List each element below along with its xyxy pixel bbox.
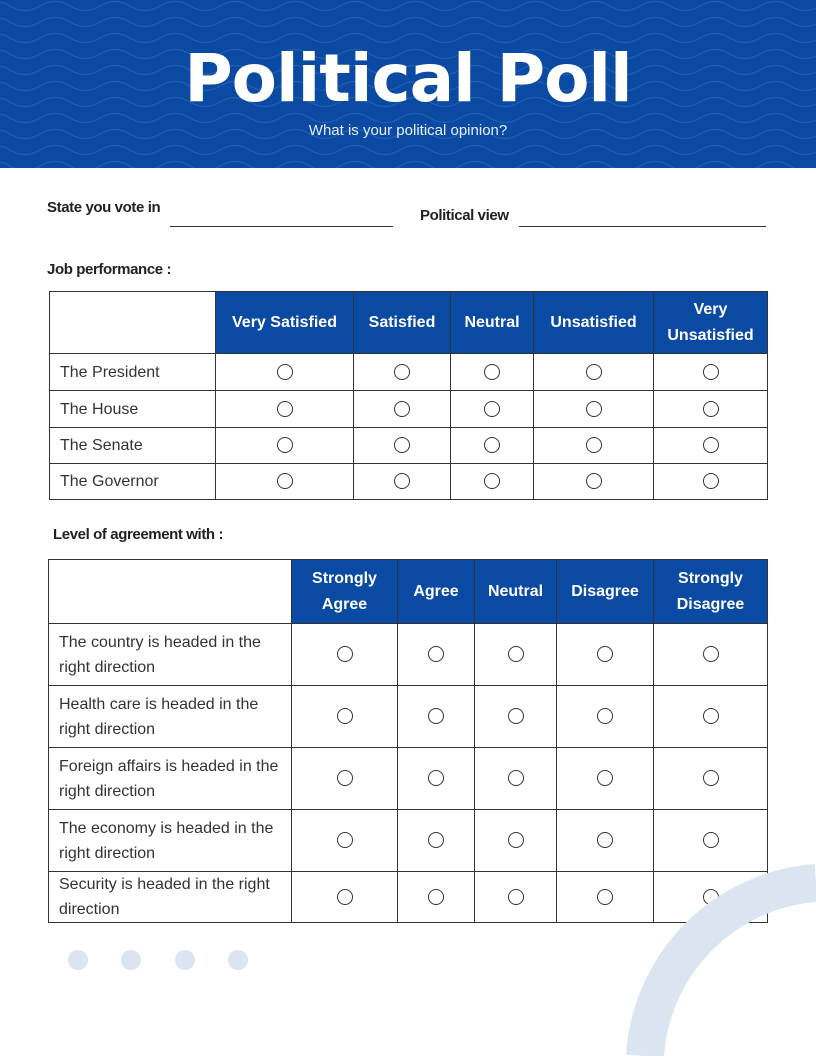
political-view-field[interactable] — [519, 226, 766, 227]
table-row — [49, 748, 768, 810]
row-label: The economy is headed in the right direction — [49, 810, 292, 872]
radio-cell — [475, 624, 557, 686]
radio-option[interactable] — [337, 708, 353, 724]
radio-cell — [654, 872, 768, 923]
radio-cell — [398, 624, 475, 686]
job-performance-table — [49, 291, 768, 500]
radio-option[interactable] — [337, 832, 353, 848]
radio-option[interactable] — [508, 770, 524, 786]
radio-option[interactable] — [337, 646, 353, 662]
radio-option[interactable] — [394, 364, 410, 380]
radio-cell — [654, 428, 768, 464]
page-title: Political Poll — [184, 40, 632, 117]
agreement-table — [48, 559, 768, 923]
table-row — [50, 464, 768, 500]
column-header: Very Unsatisfied — [654, 292, 768, 354]
radio-cell — [557, 624, 654, 686]
radio-option[interactable] — [484, 473, 500, 489]
radio-option[interactable] — [484, 401, 500, 417]
radio-cell — [654, 391, 768, 428]
job-performance-heading: Job performance : — [47, 261, 172, 278]
table-row — [49, 686, 768, 748]
radio-option[interactable] — [508, 646, 524, 662]
column-header: Agree — [398, 560, 475, 624]
radio-option[interactable] — [597, 770, 613, 786]
radio-option[interactable] — [597, 708, 613, 724]
table-corner — [50, 292, 216, 354]
radio-cell — [654, 464, 768, 500]
radio-cell — [216, 464, 354, 500]
column-header: Unsatisfied — [534, 292, 654, 354]
radio-cell — [398, 872, 475, 923]
radio-option[interactable] — [484, 437, 500, 453]
radio-cell — [451, 464, 534, 500]
radio-cell — [398, 686, 475, 748]
radio-option[interactable] — [394, 401, 410, 417]
radio-option[interactable] — [337, 770, 353, 786]
radio-cell — [557, 810, 654, 872]
table-row — [49, 872, 768, 923]
radio-option[interactable] — [703, 364, 719, 380]
radio-cell — [354, 464, 451, 500]
table-row — [50, 428, 768, 464]
decorative-dot — [121, 950, 141, 970]
column-header: Neutral — [451, 292, 534, 354]
radio-option[interactable] — [703, 437, 719, 453]
row-label: The country is headed in the right direction — [49, 624, 292, 686]
radio-option[interactable] — [428, 708, 444, 724]
radio-option[interactable] — [508, 889, 524, 905]
row-label: Health care is headed in the right direction — [49, 686, 292, 748]
radio-option[interactable] — [703, 889, 719, 905]
radio-option[interactable] — [508, 708, 524, 724]
radio-cell — [451, 354, 534, 391]
decorative-dot — [228, 950, 248, 970]
radio-cell — [654, 748, 768, 810]
radio-cell — [557, 748, 654, 810]
decorative-dot — [68, 950, 88, 970]
table-corner — [49, 560, 292, 624]
radio-cell — [654, 354, 768, 391]
column-header: Very Satisfied — [216, 292, 354, 354]
state-label: State you vote in — [47, 199, 161, 216]
radio-option[interactable] — [428, 832, 444, 848]
radio-cell — [451, 428, 534, 464]
row-label: The House — [50, 391, 216, 428]
radio-cell — [534, 391, 654, 428]
state-field[interactable] — [170, 226, 393, 227]
radio-option[interactable] — [484, 364, 500, 380]
radio-option[interactable] — [394, 473, 410, 489]
radio-option[interactable] — [277, 364, 293, 380]
radio-cell — [475, 872, 557, 923]
radio-cell — [354, 428, 451, 464]
row-label: Security is headed in the right direction — [49, 872, 292, 923]
table-row — [50, 391, 768, 428]
radio-option[interactable] — [428, 646, 444, 662]
radio-cell — [216, 428, 354, 464]
radio-cell — [451, 391, 534, 428]
radio-option[interactable] — [597, 832, 613, 848]
radio-option[interactable] — [394, 437, 410, 453]
column-header: Strongly Disagree — [654, 560, 768, 624]
row-label: The Governor — [50, 464, 216, 500]
page-subtitle: What is your political opinion? — [308, 122, 508, 139]
radio-option[interactable] — [703, 646, 719, 662]
radio-option[interactable] — [508, 832, 524, 848]
radio-option[interactable] — [703, 473, 719, 489]
radio-cell — [557, 872, 654, 923]
radio-cell — [292, 686, 398, 748]
radio-cell — [475, 748, 557, 810]
radio-option[interactable] — [586, 473, 602, 489]
radio-cell — [475, 686, 557, 748]
column-header: Strongly Agree — [292, 560, 398, 624]
table-row — [49, 810, 768, 872]
row-label: Foreign affairs is headed in the right direction — [49, 748, 292, 810]
radio-cell — [354, 391, 451, 428]
radio-cell — [216, 391, 354, 428]
radio-option[interactable] — [703, 708, 719, 724]
radio-option[interactable] — [277, 401, 293, 417]
radio-cell — [557, 686, 654, 748]
radio-option[interactable] — [428, 770, 444, 786]
radio-cell — [654, 624, 768, 686]
header-banner — [0, 0, 816, 168]
radio-option[interactable] — [586, 364, 602, 380]
radio-cell — [398, 748, 475, 810]
decorative-dot — [175, 950, 195, 970]
agreement-heading: Level of agreement with : — [53, 526, 224, 543]
radio-option[interactable] — [586, 401, 602, 417]
radio-cell — [534, 428, 654, 464]
radio-option[interactable] — [703, 832, 719, 848]
radio-cell — [398, 810, 475, 872]
radio-option[interactable] — [703, 401, 719, 417]
column-header: Neutral — [475, 560, 557, 624]
radio-option[interactable] — [337, 889, 353, 905]
radio-cell — [292, 872, 398, 923]
column-header: Satisfied — [354, 292, 451, 354]
radio-option[interactable] — [703, 770, 719, 786]
row-label: The President — [50, 354, 216, 391]
radio-cell — [216, 354, 354, 391]
radio-cell — [292, 748, 398, 810]
radio-cell — [292, 624, 398, 686]
radio-option[interactable] — [586, 437, 602, 453]
radio-option[interactable] — [277, 473, 293, 489]
radio-cell — [654, 686, 768, 748]
table-row — [50, 354, 768, 391]
radio-cell — [475, 810, 557, 872]
radio-option[interactable] — [428, 889, 444, 905]
row-label: The Senate — [50, 428, 216, 464]
radio-option[interactable] — [277, 437, 293, 453]
table-row — [49, 624, 768, 686]
political-view-label: Political view — [420, 207, 509, 224]
radio-cell — [654, 810, 768, 872]
radio-option[interactable] — [597, 889, 613, 905]
radio-cell — [292, 810, 398, 872]
radio-cell — [354, 354, 451, 391]
column-header: Disagree — [557, 560, 654, 624]
radio-option[interactable] — [597, 646, 613, 662]
radio-cell — [534, 464, 654, 500]
radio-cell — [534, 354, 654, 391]
